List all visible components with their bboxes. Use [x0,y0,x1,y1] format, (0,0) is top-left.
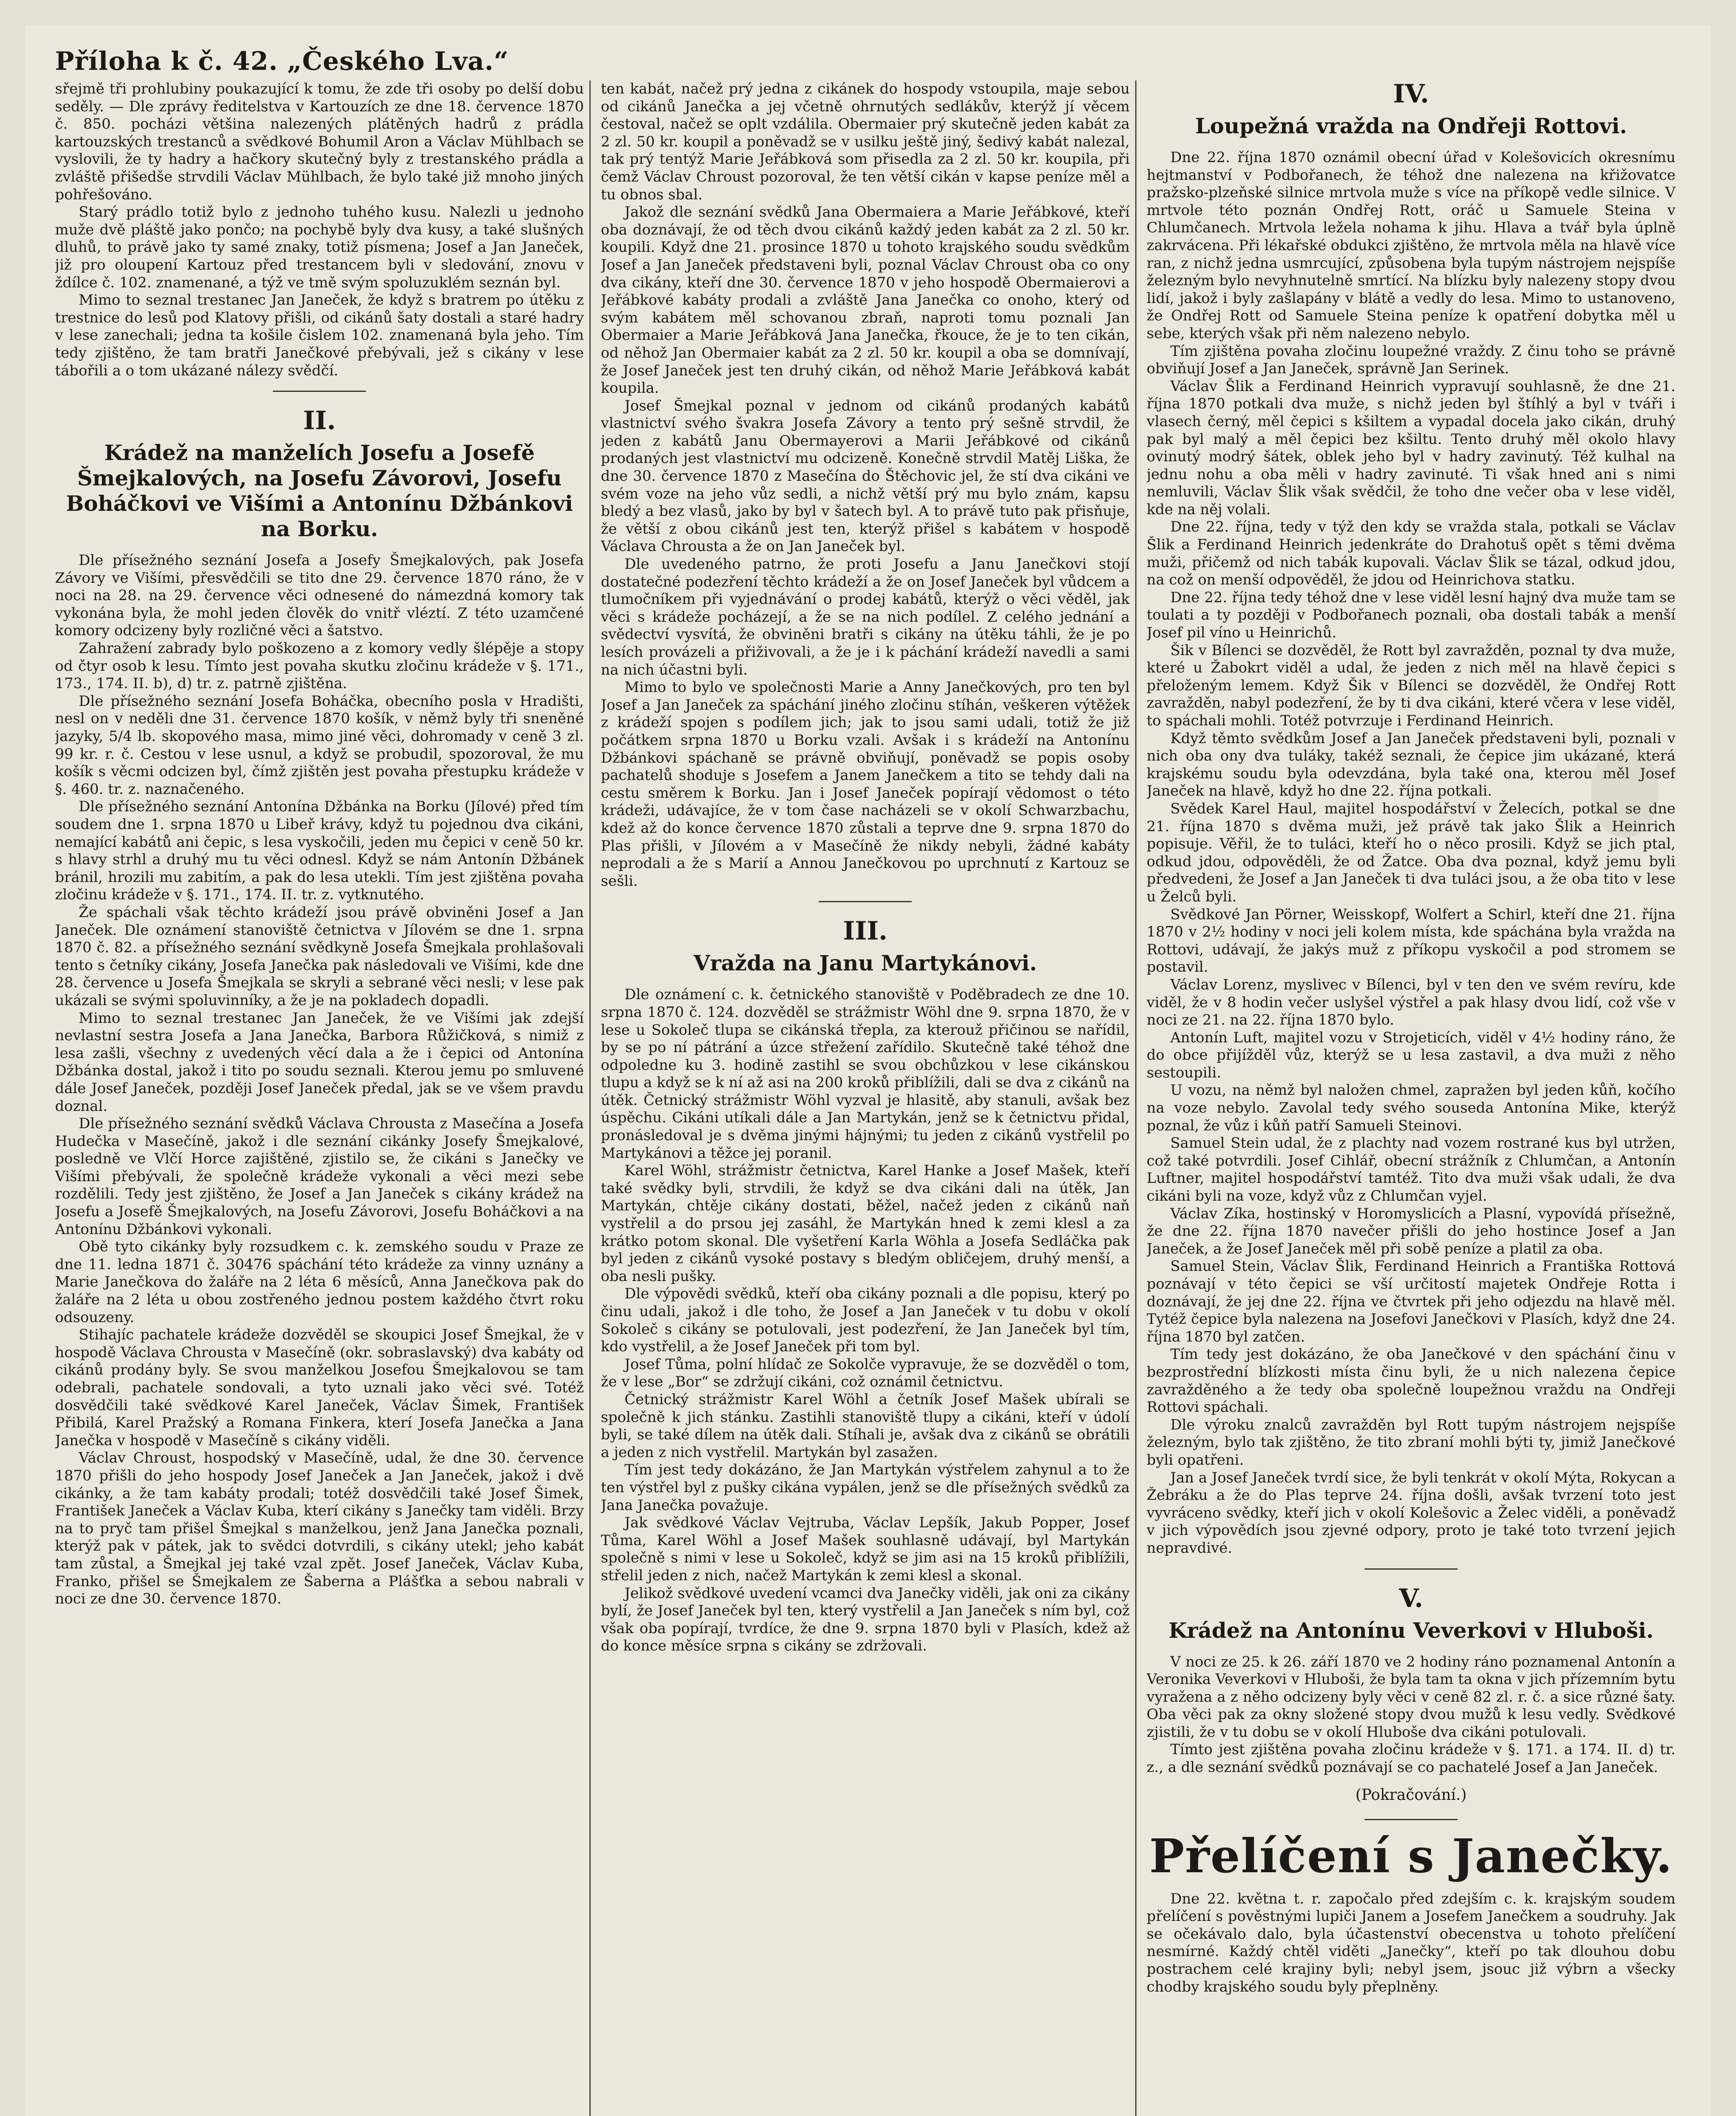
paragraph: Stihajíc pachatele krádeže dozvěděl se skoupici Josef Šmejkal, že v hospodě Václava Chrousta v Masečíně (okr. sobraslavský) dva kabáty od cikánů prodány byly. Se svou manželkou Josefou Šmejkalovou se tam odebrali, pachatele sondovali, a tyto uznali jako věci své. Totéž dosvědčili také svědkové Karel Janeček, Václav Šimek, František Přibilá, Karel Pražský a Romana Finkera, kterí Josefa Janečka a Jana Janečka v hospodě v Masečíně s cikány viděli. [55,1326,584,1449]
page-header: Příloha k č. 42. „Českého Lva.“ [55,47,509,76]
paragraph: Dne 22. října tedy téhož dne v lese viděl lesní hajný dva muže tam se toulati a ty později v Podbořanech poznali, oba dostali tabák a menší Josef pil víno u Heinrichů. [1147,589,1675,642]
paragraph: Že spáchali však těchto krádeží jsou právě obviněni Josef a Jan Janeček. Dle oznámení stanoviště četnictva v Jílovém se dne 1. srpna 1870 č. 82. a přísežného seznání svědkyně Josefa Šmejkala prohlašovali tento s četníky cikány, Josefa Janečka pak následovali ve Višími, kde dne 28. července u Josefa Šmejkala se skryli a sebrané věci nesli; v lese pak ukázali se svými spoluvinníky, a že je na pokladech dopadli. [55,904,584,1009]
article-iv-body [1147,149,1675,1557]
paragraph: Starý prádlo totiž bylo z jednoho tuhého kusu. Nalezli u jednoho muže dvě pláště jako pončo; na pochybě byly dva kusy, a také slušných dluhů, to právě jako ty samé znaky, totiž písmena; Josef a Jan Janeček, již pro oloupení Kartouz před trestancem byli v sledování, znovu v ždílce č. 102. znamenané, a týž ve tmě svým spoluzuklém seznán byl. [55,204,584,291]
paragraph: Mimo to bylo ve společnosti Marie a Anny Janečkových, pro ten byl Josef a Jan Janeček za spáchání jiného zločinu stíhán, veškeren výtěžek z krádeží spojen s podílem jich; jak to jsou sami udali, totiž že již počátkem srpna 1870 u Borku vzali. Avšak i s krádeží na Antonínu Džbánkovi spáchaně se právně obviňují, poněvadž se popis osoby pachatelů shoduje s Josefem a Janem Janečkem a tito se tehdy dali na cestu směrem k Borku. Jan i Josef Janeček popírají vědomost o této krádeži, udávajíce, že v tom čase nacházeli se v okolí Schwarzbachu, kdež až do konce července 1870 zůstali a teprve dne 9. srpna 1870 do Plas přišli, v Jílovém a v Masečíně že nikdy nebyli, žádné kabáty neprodali a že s Marií a Annou Janečkovou po uprchnutí z Kartouz se sešli. [601,679,1130,890]
paragraph: Dle oznámení c. k. četnického stanoviště v Poděbradech ze dne 10. srpna 1870 č. 124. dozvěděl se strážmistr Wöhl dne 9. srpna 1870, že v lese u Sokoleč tlupa se cikánská třepla, za kterouž přičinou se nařídil, by se po ní pátrání a úzce střežení zařídilo. Skutečně také téhož dne odpoledne ku 3. hodině zastihl se svou obchůzkou v lese cikánskou tlupu a když se k ní až asi na 200 kroků přiblížili, dali se dva z cikánů na útěk. Četnický strážmistr Wöhl vyzval je hlasitě, aby stanuli, avšak bez úspěchu. Cikáni utíkali dále a Jan Martykán, jenž se k četnictvu přidal, pronásledoval je s dvěma jinými hájnými; tu jeden z cikánů vystřelil po Martykánovi a těžce jej poranil. [601,986,1130,1162]
article-i-continuation [55,80,584,380]
paragraph: Dne 22. října, tedy v týž den kdy se vražda stala, potkali se Václav Šlik a Ferdinand Heinrich jedenkráte do Drahotuš opět s těmi dvěma muži, přičemž od nich tabák kupovali. Václav Šlik se tázal, odkud jdou, na což on menší odpověděl, že jdou od Heinrichova statku. [1147,518,1675,589]
paragraph: Karel Wöhl, strážmistr četnictva, Karel Hanke a Josef Mašek, kteří také svědky byli, strvdili, že když se dva cikáni dali na útěk, Jan Martykán, chtěje cikány dostati, běžel, načež jeden z cikánů naň vystřelil a do prsou jej zasáhl, že Martykán hned k zemi klesl a za krátko potom skonal. Dle vyšetření Karla Wöhla a Josefa Sedláčka pak byl jeden z cikánů vysoké postavy s bledým obličejem, druhý menší, a oba nesli pušky. [601,1162,1130,1285]
paragraph: Václav Lorenz, myslivec v Bílenci, byl v ten den ve svém revíru, kde viděl, že v 8 hodin večer uslyšel výstřel a pak hlasy dvou lidí, což vše v noci ze 21. na 22. října 1870 bylo. [1147,976,1675,1029]
section-number: III. [843,916,888,946]
column-rule [589,80,591,2116]
paragraph: Dle výroku znalců zavražděn byl Rott tupým nástrojem nejspíše železným, bylo tak zjištěno, že tito zbraní mohli býti ty, jimiž Janečkové byli opatřeni. [1147,1416,1675,1469]
paragraph: Samuel Stein udal, že z plachty nad vozem rostrané kus byl utržen, což také potvrdili. Josef Cihlář, obecní strážník z Chlumčan, a Antonín Luftner, majitel hospodářství tamtéž. Tito dva muži však udali, že dva cikáni byli na voze, když vůz z Chlumčan vyjel. [1147,1135,1675,1205]
section-divider [1365,1819,1458,1820]
paragraph: Svědek Karel Haul, majitel hospodářství v Želecích, potkal se dne 21. října 1870 s dvěma muži, jež právě tak jako Šlik a Heinrich popisuje. Věřil, že to tuláci, kteří ho o něco prosili. Když se jich ptal, odkud jdou, odpověděli, že od Žatce. Oba dva poznal, když jemu byli předvedeni, že Josef a Jan Janeček ti dva tuláci jsou, a že oba tito v lese u Želců byli. [1147,800,1675,905]
section-title: Vražda na Janu Martykánovi. [693,951,1037,976]
paragraph: ten kabát, načež prý jedna z cikánek do hospody vstoupila, maje sebou od cikánů Janečka a jej včetně ohrnutých sedlákův, kterýž jí věcem čestoval, načež se oplt vzdálila. Obermaier prý skutečně jeden kabát za 2 zl. 50 kr. koupil a poněvadž se v usilku ještě jiný, šedivý kabát nalezal, tak prý tentýž Marie Jeřábková som přisedla za 2 zl. 50 kr. koupila, při čemž Václav Chroust pozoroval, že ten větší cikán v kapse peníze měl a tu obnos sbal. [601,80,1130,203]
article-iii-body [601,986,1130,1655]
section-divider [1365,1568,1458,1570]
trial-report-body [1147,1890,1675,1996]
paragraph: Mimo to seznal trestanec Jan Janeček, že ve Višími jak zdejší nevlastní sestra Josefa a Jana Janečka, Barbora Růžičková, s nimiž z lesa zašli, všechny z uvedených věcí dala a že i čepici od Antonína Džbánka dostal, jakož i tito po soudu seznali. Kterou jemu po smluvené dále Josef Janeček, později Josef Janeček předal, jak se ve všem pravdu doznal. [55,1009,584,1115]
paragraph: Václav Chroust, hospodský v Masečíně, udal, že dne 30. července 1870 přišli do jeho hospody Josef Janeček a Jan Janeček, jakož i dvě cikánky, a že tam kabáty prodali; totéž dosvědčili také Josef Šimek, František Janeček a Václav Kuba, kterí cikány s Janečky tam viděli. Brzy na to pryč tam přišel Šmejkal s manželkou, jenž Jana Janečka poznali, kterýž pak v pátek, jak to svědci dotvrdili, s cikány utekl; jeho kabát tam zůstal, a Šmejkal jej také vzal zpět. Josef Janeček, Václav Kuba, Franko, přišel se Šmejkalem ze Šaberna a Plášťka a sebou nabrali v noci ze dne 30. července 1870. [55,1449,584,1608]
paragraph: sřejmě tři prohlubiny poukazující k tomu, že zde tři osoby po delší dobu seděly. — Dle zprávy ředitelstva v Kartouzích ze dne 18. července 1870 č. 850. pocházi většina nalezených plátěných hadrů z prádla kartouzských trestanců a svědkové Bohumil Aron a Václav Mühlbach se vyslovili, že ty hadry a hačkory skutečný byly z trestanského prádla a zvláště přišedše strvdili Václav Mühlbach, že bylo také již mnoho jiných pohřešováno. [55,80,584,203]
section-title: Loupežná vražda na Ondřeji Rottovi. [1195,113,1627,138]
paragraph: Dle výpovědi svědků, kteří oba cikány poznali a dle popisu, který po činu udali, jakož i dle toho, že Josef a Jan Janeček v tu dobu v okolí Sokoleč s cikány se potulovali, jest podezření, že Jan Janeček byl tím, kdo vystřelil, a že Josef Janeček při tom byl. [601,1285,1130,1356]
paragraph: Tím tedy jest dokázáno, že oba Janečkové v den spáchání činu v bezprostřední blízkosti místa činu byli, že u nich nalezena čepice zavražděného a že tedy oba společně loupežnou vraždu na Ondřeji Rottovi spáchali. [1147,1346,1675,1416]
paragraph: Dle přísežného seznání Antonína Džbánka na Borku (Jílové) před tím soudem dne 1. srpna 1870 u Libeř krávy, když tu pojednou dva cikáni, nemající kabátů ani čepic, s lesa vyskočili, jeden mu čepici v ceně 50 kr. s hlavy strhl a druhý mu tu věci odnesl. Když se nám Antonín Džbánek bránil, hrozili mu zabitím, a pak do lesa utekli. Tím jest zjištěna povaha zločinu krádeže v §. 171., 174. II. tr. z. vytknutého. [55,798,584,904]
paragraph: Dle uvedeného patrno, že proti Josefu a Janu Janečkovi stojí dostatečné podezření těchto krádeží a že on Josef Janeček byl vůdcem a tlumočníkem při vyjednávání o prodej kabátů, kterýž o věci věděl, jak věci s krádeže pocházejí, a že se na nich podílel. Z celého jednání a svědectví vysvítá, že obviněni bratři s cikány na útěku táhli, že je po lesích provázeli a přiživovali, a že je i k páchání krádeží navedli a sami na nich účastni byli. [601,556,1130,678]
paragraph: Dle přísežného seznání Josefa a Josefy Šmejkalových, pak Josefa Závory ve Višími, přesvědčili se tito dne 29. července 1870 ráno, že v noci na 28. na 29. července věci odnesené do námezdná komory tak vykonána byla, že mohl jeden člověk do vnitř vléztí. Z této uzamčené komory odcizeny byly rozličné věci a šatstvo. [55,552,584,639]
paragraph: Svědkové Jan Pörner, Weisskopf, Wolfert a Schirl, kteří dne 21. října 1870 v 2½ hodiny v noci jeli kolem místa, kde spáchána byla vražda na Rottovi, udávají, že jakýs muž z příkopu vyskočil a pod stromem se postavil. [1147,906,1675,976]
paragraph: Dle přísežného seznání svědků Václava Chrousta z Masečína a Josefa Hudečka v Masečíně, jakož i dle seznání cikánky Josefy Šmejkalové, posledně ve Vlčí Horce zajištěné, zjistilo se, že cikáni s Janečky ve Višími přebývali, že společně krádeže vykonali a věci mezi sebe rozdělili. Tedy jest zjištěno, že Josef a Jan Janeček s cikány krádež na Josefu a Josefě Šmejkalových, na Josefu Závorovi, Josefu Boháčkovi a na Antonínu Džbánkovi vykonali. [55,1115,584,1238]
paragraph: Josef Šmejkal poznal v jednom od cikánů prodaných kabátů vlastnictví svého švakra Josefa Závory a tento prý sešně strvdil, že jeden z kabátů Janu Obermayerovi a Marii Jeřábkové od cikánů prodaných jest vlastnictví mu odcizeně. Konečně strvdil Matěj Liška, že dne 30. července 1870 z Masečína do Štěchovic jel, že stí dva cikáni ve svém voze na jeho vůz sedli, a nichž větší prý mu bylo znám, kapsu bledý a bez vlasů, jako by byl v šatech byl. A to právě tuto pak přisňuje, že větší z obou cikánů jest ten, kterýž přišel s kabátem v hospodě Václava Chrousta a že on Jan Janeček byl. [601,397,1130,555]
paragraph: U vozu, na němž byl naložen chmel, zapražen byl jeden kůň, kočího na voze nebylo. Zavolal tedy svého souseda Antonína Mike, kterýž poznal, že vůz i kůň patří Samueli Steinovi. [1147,1082,1675,1134]
paragraph: Jakož dle seznání svědků Jana Obermaiera a Marie Jeřábkové, kteří oba doznávají, že od těch dvou cikánů každý jeden kabát za 2 zl. 50 kr. koupili. Když dne 21. prosince 1870 u tohoto krajského soudu svědkům Josef a Jan Janeček představeni byli, poznal Václav Chroust oba co ony dva cikány, kteří dne 30. července 1870 v jeho hospodě Obermaierovi a Jeřábkové kabáty prodali a zvláště Jana Janečka co onoho, který od svým kabátem měl schovanou zbraň, naproti tomu poznali Jan Obermaier a Marie Jeřábková Jana Janečka, řkouce, že je to ten cikán, od něhož Jan Obermaier kabát za 2 zl. 50 kr. koupil a oba se domnívají, že Josef Janeček jest ten druhý cikán, od něhož Marie Jeřábková kabát koupila. [601,204,1130,397]
column-1 [55,80,584,2116]
column-3 [1147,80,1675,2116]
paragraph: Četnický strážmistr Karel Wöhl a četník Josef Mašek ubírali se společně k jich stánku. Zastihli stanoviště tlupy a cikáni, kteří v údolí byli, se také dílem na útěk dali. Stíhali je, avšak dva z cikánů se obrátili a jeden z nich vystřelil. Martykán byl zasažen. [601,1391,1130,1461]
paragraph: Václav Šlik a Ferdinand Heinrich vypravují souhlasně, že dne 21. října 1870 potkali dva muže, s nichž jeden byl štíhlý a byl v tváři i vlasech černý, měl čepici s kšiltem a vypadal docela jako cikán, druhý pak byl malý a měl čepici bez kšiltu. Tento druhý měl okolo hlavy ovinutý modrý šátek, oblek jeho byl v hadry zavinutý. Též kulhal na jednu nohu a oba měli v hadry zavinuté. Ti však hned ani s nimi nemluvili, Václav Šlik však svědčil, že toho dne večer oba v lese viděl, kde na něj volali. [1147,377,1675,518]
section-divider [273,391,366,392]
paragraph: Antonín Luft, majitel vozu v Strojeticích, viděl v 4½ hodiny ráno, že do obce přijížděl vůz, kterýž se u lesa zastavil, a dva muži z něho sestoupili. [1147,1029,1675,1081]
paragraph: Jak svědkové Václav Vejtruba, Václav Lepšík, Jakub Popper, Josef Tůma, Karel Wöhl a Josef Mašek souhlasně udávají, byl Martykán společně s nimi v lese u Sokoleč, když se jim asi na 15 kroků přiblížili, střelil jeden z nich, načež Martykán k zemi klesl a skonal. [601,1514,1130,1584]
article-v-body [1147,1653,1675,1777]
section-number: II. [303,406,336,436]
article-ii-continuation [601,80,1130,890]
paragraph: Václav Zíka, hostinský v Horomyslicích a Plasní, vypovídá přísežně, že dne 22. října 1870 navečer přišli do jeho hostince Josef a Jan Janeček, a že Josef Janeček měl při sobě peníze a platil za oba. [1147,1205,1675,1257]
section-number: IV. [1393,80,1429,109]
paragraph: Když těmto svědkům Josef a Jan Janeček představeni byli, poznali v nich oba ony dva tuláky, takéž seznali, že čepice jim ukázané, která krajskému soudu byla odevzdána, byla také ona, kterou měl Josef Janeček na hlavě, když ho dne 22. října potkali. [1147,730,1675,800]
headline: Přelíčení s Janečky. [1149,1828,1673,1883]
paragraph: Tím zjištěna povaha zločinu loupežné vraždy. Z činu toho se právně obviňují Josef a Jan Janeček, správně Jan Serinek. [1147,342,1675,377]
section-divider [819,901,912,902]
paragraph: Zahražení zabrady bylo poškozeno a z komory vedly šlépěje a stopy od čtyr osob k lesu. Tímto jest povaha skutku zločinu krádeže v §. 171., 173., 174. II. b), d) tr. z. patrně zjištěna. [55,640,584,692]
paragraph: Tímto jest zjištěna povaha zločinu krádeže v §. 171. a 174. II. d) tr. z., a dle seznání svědků poznávají se co pachatelé Josef a Jan Janeček. [1147,1741,1675,1776]
paragraph: Obě tyto cikánky byly rozsudkem c. k. zemského soudu v Praze ze dne 11. ledna 1871 č. 30476 spáchání této krádeže za vinny uznány a Marie Janečkova do žaláře na 2 léta 6 měsíců, Anna Janečkova pak do žaláře na 2 léta u obou zostřeného jednou postem každého čtvrt roku odsouzeny. [55,1238,584,1326]
continuation-note: (Pokračování.) [1355,1786,1467,1804]
paragraph: Josef Tůma, polní hlídač ze Sokolče vypravuje, že se dozvěděl o tom, že v lese „Bor“ se zdržují cikáni, což oznámil četnictvu. [601,1356,1130,1391]
paragraph: V noci ze 25. k 26. září 1870 ve 2 hodiny ráno poznamenal Antonín a Veronika Veverkovi v Hluboši, že byla tam ta okna v jich přízemním bytu vyražena a z něho odcizeny byly věci v ceně 82 zl. r. č. a sice různé šaty. Oba věci pak za okny složené stopy dvou mužů k lesu vedly. Svědkové zjistili, že v tu dobu se v okolí Hluboše dva cikáni potulovali. [1147,1653,1675,1741]
paragraph: Jelikož svědkové uvedení vcamci dva Janečky viděli, jak oni za cikány bylí, že Josef Janeček byl ten, který vystřelil a Jan Janeček s ním byl, což však oba popírají, tvrdíce, že dne 9. srpna 1870 byli v Plasích, kdež až do konce měsíce srpna s cikány se zdržovali. [601,1584,1130,1655]
paragraph: Jan a Josef Janeček tvrdí sice, že byli tenkrát v okolí Mýta, Rokycan a Žebráku a že do Plas teprve 24. října došli, avšak tvrzení toto jest vyvráceno svědky, kteří jich v okolí Kolešovic a Želec viděli, a poněvadž v jich výpovědích jsou zjevné odpory, proto je také toto tvrzení jejich nepravdivé. [1147,1469,1675,1557]
column-rule [1135,80,1136,2116]
paragraph: Dne 22. října 1870 oznámil obecní úřad v Kolešovicích okresnímu hejtmanství v Podbořanech, že téhož dne nalezena na křižovatce pražsko-plzeňské silnice mrtvola muže s více na příkopě vedle silnice. V mrtvole této poznán Ondřej Rott, oráč u Samuele Steina v Chlumčanech. Mrtvola ležela nohama k jihu. Hlava a tvář byla úplně zakrvácena. Při lékařské obdukci zjištěno, že mrtvola měla na hlavě více ran, z nichž jedna usmrcující, způsobena byla tupým nástrojem nejspíše železným bylo nevyhnutelně smrtící. Na blízku byly nalezeny stopy dvou lidí, jakož i byly zašlapány v blátě a vedly do lesa. Mimo to ustanoveno, že Ondřej Rott od Samuele Steina peníze k opatření dobytka měl u sebe, kterých však při něm nalezeno nebylo. [1147,149,1675,342]
newspaper-page [25,25,1711,2116]
section-title: Krádež na Antonínu Veverkovi v Hluboši. [1168,1617,1654,1643]
paragraph: Samuel Stein, Václav Šlik, Ferdinand Heinrich a Františka Rottová poznávají v této čepici se vší určitostí majetek Ondřeje Rotta i doznávají, že jej dne 22. října ve čtvrtek při jeho odjezdu na hlavě měl. Tytéž čepice byla nalezena na Josefovi Janečkovi v Plasích, když dne 24. října 1870 byl zatčen. [1147,1258,1675,1345]
article-ii-body [55,552,584,1608]
paragraph: Tím jest tedy dokázáno, že Jan Martykán výstřelem zahynul a to že ten výstřel byl z pušky cikána vypálen, jenž se dle přísežných svědků za Jana Janečka považuje. [601,1461,1130,1514]
section-title: Krádež na manželích Josefu a Josefě Šmejkalových, na Josefu Závorovi, Josefu Boháčkovi ve Višími a Antonínu Džbánkovi na Borku. [66,440,573,542]
paragraph: Dle přísežného seznání Josefa Boháčka, obecního posla v Hradišti, nesl on v neděli dne 31. července 1870 košík, v němž byly tři sneněné jazyky, 5/4 lb. skopového masa, mimo jiné věci, dohromady v ceně 3 zl. 99 kr. r. č. Cestou v lese usnul, a když se probudil, spozoroval, že mu košík s věcmi odcizen byl, čímž zjištěn jest povaha přestupku krádeže v §. 460. tr. z. naznačeného. [55,692,584,798]
paragraph: Dne 22. května t. r. započalo před zdejším c. k. krajským soudem přelíčení s pověstnými lupiči Janem a Josefem Janečkem a soudruhy. Jak se očekávalo dalo, byla účastenství obecenstva u tohoto přelíčení nesmírné. Každý chtěl viděti „Janečky“, kteří po tak dlouhou dobu postrachem celé krajiny byli; nebyl jsem, jsouc již výbrn a všecky chodby krajského soudu byly přeplněny. [1147,1890,1675,1995]
paper-stain [1591,745,1659,838]
paragraph: Mimo to seznal trestanec Jan Janeček, že když s bratrem po útěku z trestnice do lesů pod Klatovy přišli, od cikánů šaty dostali a staré hadry v lese zanechali; jedna ta košile čislem 102. znamenaná byla jeho. Tím tedy zjištěno, že tam bratři Janečkové přebývali, jež s cikány v lese tábořili a o tom ukázané nálezy svědčí. [55,292,584,379]
section-number: V. [1399,1583,1423,1613]
paragraph: Šik v Bílenci se dozvěděl, že Rott byl zavražděn, poznal ty dva muže, které u Žabokrt viděl a udal, že jeden z nich měl na hlavě čepici s přeloženým lemem. Když Šik v Bílenci se dozvěděl, že Ondřej Rott zavražděn, nabyl podezření, že by ti dva cikáni, které včera v lese viděl, to spáchali mohli. Totéž potvrzuje i Ferdinand Heinrich. [1147,642,1675,729]
column-2 [601,80,1130,2116]
